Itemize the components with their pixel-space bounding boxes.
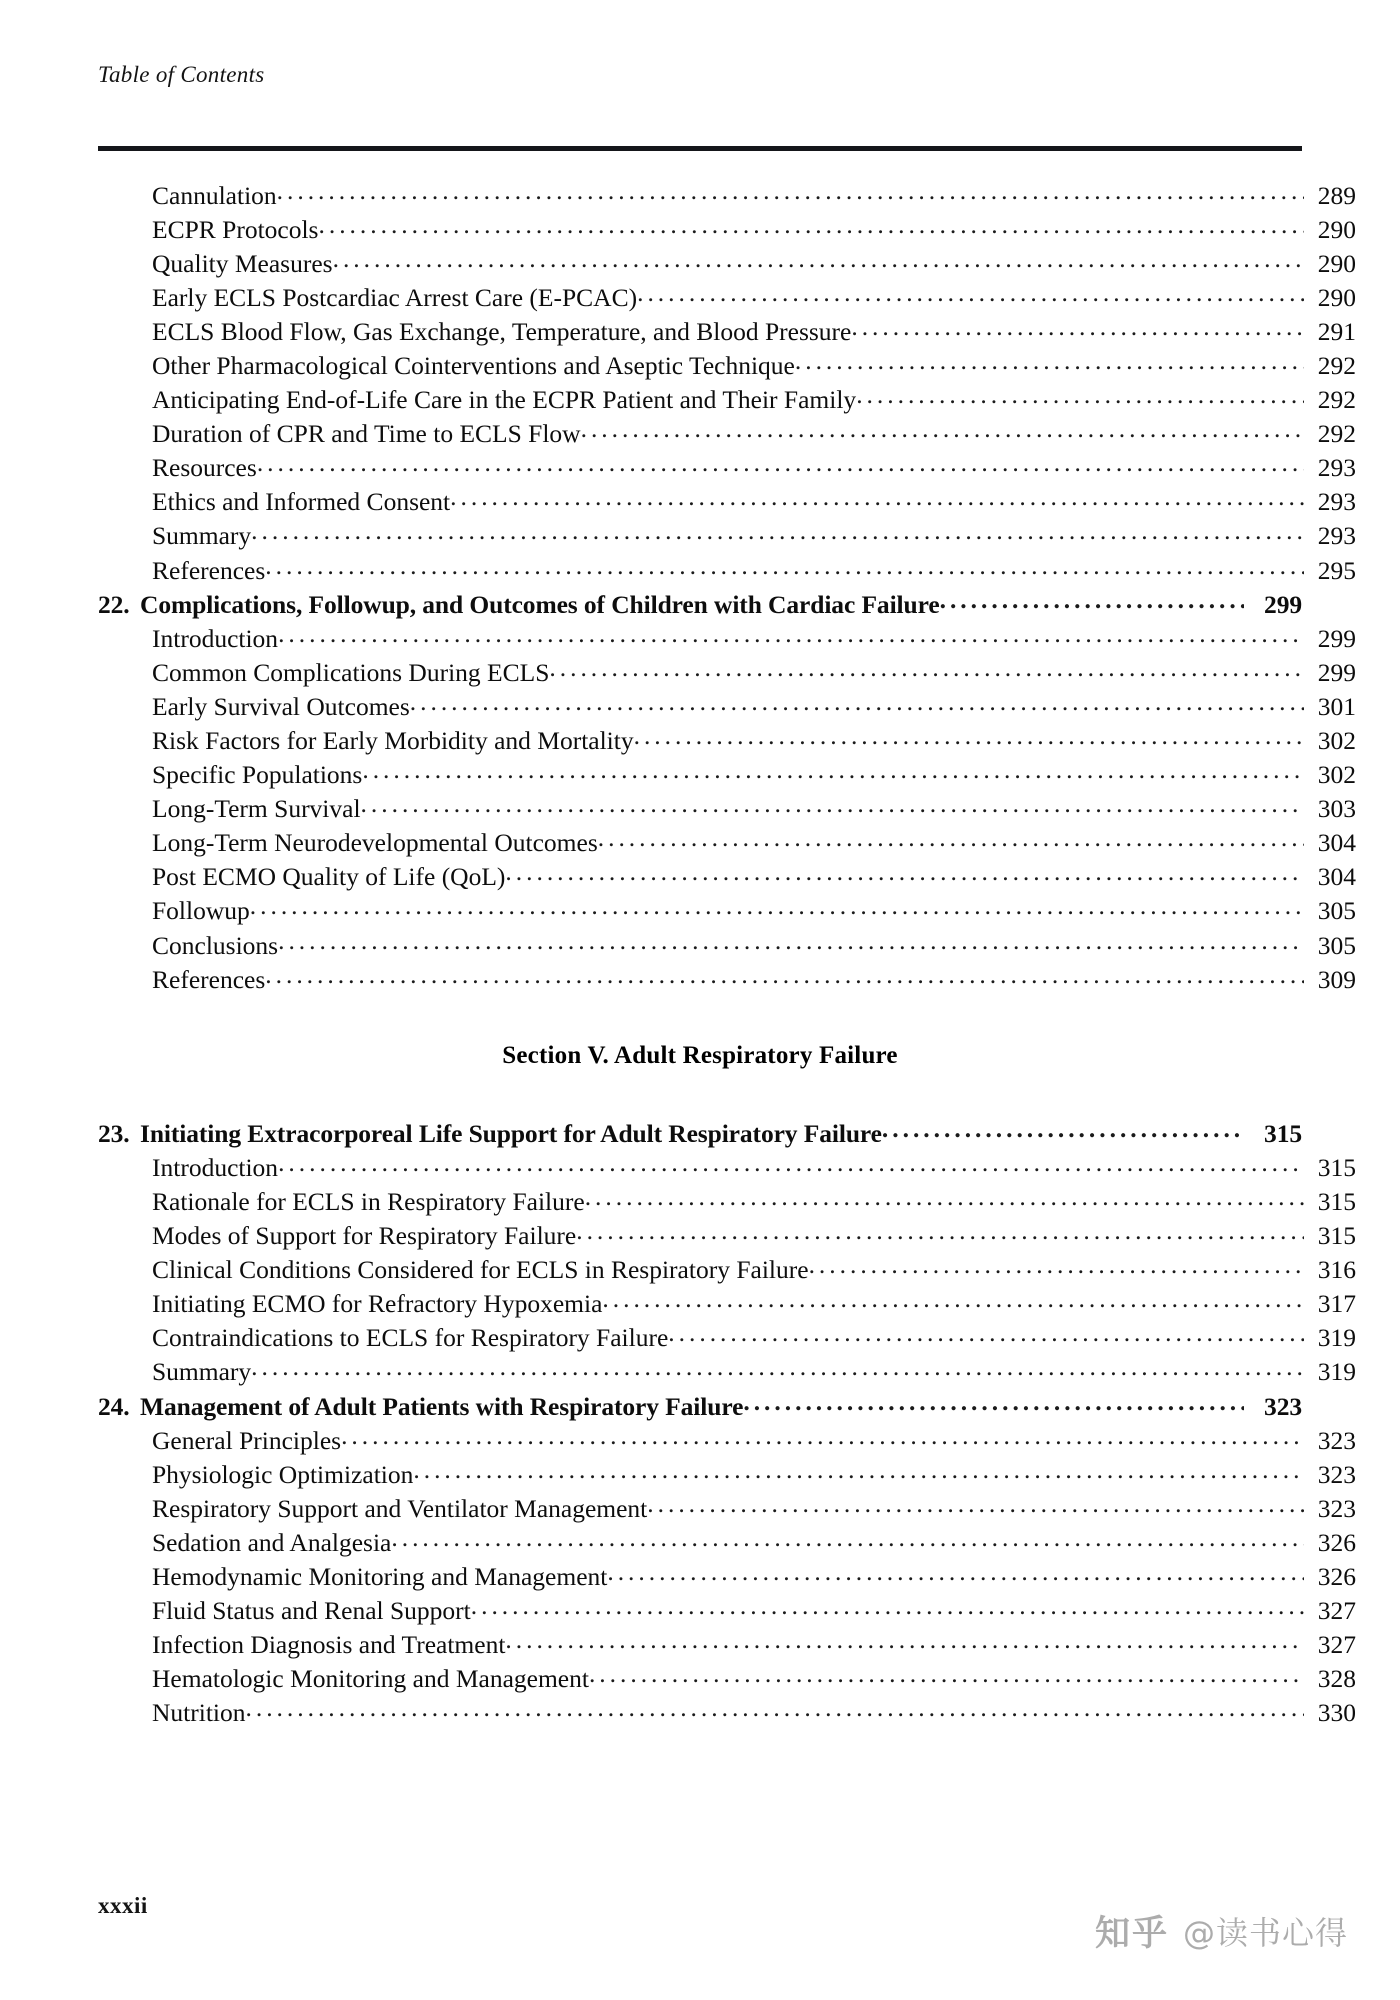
- toc-entry[interactable]: [98, 1525, 1356, 1559]
- toc-entry-label: Summary: [152, 1357, 252, 1387]
- dot-leader: [278, 621, 1304, 647]
- dot-leader: [471, 1594, 1304, 1620]
- toc-chapter-title: Management of Adult Patients with Respiratory Failure: [140, 1391, 744, 1421]
- toc-entry-label: Risk Factors for Early Morbidity and Mortality: [152, 726, 634, 755]
- toc-entry[interactable]: [98, 1150, 1356, 1184]
- dot-leader: [743, 1389, 1244, 1415]
- zhihu-logo: 知乎: [1094, 1914, 1169, 1954]
- toc-entry-label: Nutrition: [152, 1698, 246, 1728]
- toc-chapter-number: 22.: [98, 589, 130, 619]
- dot-leader: [668, 1321, 1304, 1347]
- toc-entry[interactable]: [98, 1184, 1356, 1218]
- toc-entry-label: Followup: [152, 896, 250, 926]
- toc-entry-page: 305: [1317, 930, 1356, 960]
- toc-entry[interactable]: [98, 1662, 1356, 1696]
- toc-entry[interactable]: [98, 1696, 1356, 1730]
- toc-entry-page: 326: [1317, 1527, 1356, 1557]
- toc-entry[interactable]: [98, 1559, 1356, 1593]
- toc-entry-label: Clinical Conditions Considered for ECLS in Respiratory Failure: [152, 1255, 809, 1285]
- toc-entry[interactable]: [98, 1253, 1356, 1287]
- zhihu-username: @读书心得: [1182, 1914, 1348, 1952]
- toc-entry-label: Respiratory Support and Ventilator Management: [152, 1493, 648, 1523]
- toc-entry-label: Sedation and Analgesia: [152, 1527, 392, 1557]
- toc-entry-label: Introduction: [152, 1152, 279, 1182]
- toc-entry[interactable]: [98, 1321, 1356, 1355]
- dot-leader: [576, 1219, 1304, 1245]
- section-heading-v: Section V. Adult Respiratory Failure: [502, 1042, 898, 1070]
- toc-entry[interactable]: [98, 1457, 1356, 1491]
- toc-entry-label: Early ECLS Postcardiac Arrest Care (E-PCAC): [152, 282, 638, 312]
- toc-entry-label: Conclusions: [152, 930, 279, 960]
- dot-leader: [856, 383, 1304, 409]
- dot-leader: [251, 519, 1304, 545]
- dot-leader: [361, 792, 1304, 818]
- watermark: [1095, 1906, 1348, 1956]
- chapter-22-group: [98, 587, 1356, 996]
- dot-leader: [505, 1628, 1304, 1654]
- toc-entry[interactable]: [98, 689, 1356, 723]
- toc-entry[interactable]: [98, 178, 1356, 212]
- dot-leader: [602, 1287, 1304, 1313]
- dot-leader: [585, 1184, 1304, 1210]
- toc-entry[interactable]: [98, 928, 1356, 962]
- toc-entry-page: 295: [1317, 555, 1356, 585]
- dot-leader: [809, 1253, 1304, 1279]
- toc-entry-page: 309: [1317, 964, 1356, 994]
- toc-block-chapter-21-tail: [98, 178, 1356, 587]
- toc-entry[interactable]: [98, 348, 1356, 382]
- dot-leader: [581, 417, 1304, 443]
- toc-chapter-title: Initiating Extracorporeal Life Support for Adult Respiratory Failure: [140, 1118, 882, 1148]
- toc-entry[interactable]: [98, 417, 1356, 451]
- toc-entry-label: Other Pharmacological Cointerventions and Aseptic Technique: [152, 350, 795, 380]
- dot-leader: [319, 212, 1305, 238]
- toc-entry-page: 330: [1317, 1698, 1356, 1728]
- toc-entry-label: Introduction: [152, 623, 279, 653]
- dot-leader: [391, 1525, 1304, 1551]
- toc-entry-page: 302: [1317, 760, 1356, 790]
- toc-entry-label: Summary: [152, 521, 252, 551]
- toc-entry[interactable]: [98, 1594, 1356, 1628]
- dot-leader: [250, 894, 1304, 920]
- toc-entry[interactable]: [98, 280, 1356, 314]
- toc-entry-label: Specific Populations: [152, 760, 363, 790]
- toc-entry-page: 290: [1317, 214, 1356, 244]
- toc-entry[interactable]: [98, 1287, 1356, 1321]
- chapter-24-group: [98, 1389, 1356, 1730]
- toc-entry-page: 290: [1317, 282, 1356, 312]
- toc-entry-page: 323: [1317, 1425, 1356, 1455]
- toc-entry[interactable]: [98, 1491, 1356, 1525]
- toc-entry-page: 299: [1317, 623, 1356, 653]
- toc-entry-page: 317: [1317, 1289, 1356, 1319]
- toc-entry[interactable]: [98, 894, 1356, 928]
- dot-leader: [505, 860, 1304, 886]
- toc-entry-page: 299: [1317, 657, 1356, 687]
- toc-entry-label: Resources: [152, 453, 257, 483]
- toc-entry-label: Initiating ECMO for Refractory Hypoxemia: [152, 1289, 603, 1319]
- toc-entry-label: Duration of CPR and Time to ECLS Flow: [152, 419, 581, 449]
- dot-leader: [589, 1662, 1304, 1688]
- toc-entry-label: General Principles: [152, 1425, 342, 1455]
- toc-entry-label: Physiologic Optimization: [152, 1459, 414, 1489]
- toc-entry-page: 304: [1317, 828, 1356, 858]
- toc-entry-page: 315: [1317, 1186, 1356, 1216]
- toc-entry[interactable]: [98, 655, 1356, 689]
- dot-leader: [607, 1559, 1304, 1585]
- dot-leader: [265, 553, 1304, 579]
- toc-entry-label: Hematologic Monitoring and Management: [152, 1664, 589, 1694]
- toc-entry-label: Hemodynamic Monitoring and Management: [152, 1561, 608, 1591]
- dot-leader: [341, 1423, 1304, 1449]
- toc-chapter-row[interactable]: [98, 1389, 1302, 1423]
- dot-leader: [637, 280, 1304, 306]
- toc-entry-page: 292: [1317, 385, 1356, 415]
- dot-leader: [851, 314, 1304, 340]
- toc-entry[interactable]: [98, 1628, 1356, 1662]
- toc-entry[interactable]: [98, 485, 1356, 519]
- toc-entry-label: Common Complications During ECLS: [152, 657, 550, 687]
- toc-entry-page: 328: [1317, 1664, 1356, 1694]
- toc-entry-page: 323: [1317, 1459, 1356, 1489]
- toc-entry-label: Modes of Support for Respiratory Failure: [152, 1221, 577, 1251]
- toc-entry[interactable]: [98, 314, 1356, 348]
- toc-entry[interactable]: [98, 758, 1356, 792]
- toc-entry-label: Post ECMO Quality of Life (QoL): [152, 862, 506, 892]
- chapter-23-group: [98, 1116, 1356, 1389]
- toc-entry-label: Infection Diagnosis and Treatment: [152, 1630, 506, 1660]
- dot-leader: [940, 587, 1244, 613]
- toc-entry-page: 323: [1317, 1493, 1356, 1523]
- toc-chapter-number: 23.: [98, 1118, 130, 1148]
- toc-entry-page: 292: [1317, 350, 1356, 380]
- toc-entry-label: Ethics and Informed Consent: [152, 487, 451, 517]
- toc-entry-page: 327: [1317, 1596, 1356, 1626]
- running-head: Table of Contents: [98, 62, 265, 87]
- header-rule: [98, 146, 1302, 151]
- toc-entry-page: 293: [1317, 487, 1356, 517]
- toc-entry-label: Early Survival Outcomes: [152, 691, 410, 721]
- dot-leader: [278, 928, 1304, 954]
- toc-entry-label: Long-Term Neurodevelopmental Outcomes: [152, 828, 598, 858]
- dot-leader: [362, 758, 1304, 784]
- toc-entry-page: 293: [1317, 453, 1356, 483]
- toc-entry[interactable]: [98, 1219, 1356, 1253]
- toc-entry-page: 305: [1317, 896, 1356, 926]
- dot-leader: [598, 826, 1304, 852]
- toc-entry-label: References: [152, 555, 266, 585]
- toc-entry-label: ECPR Protocols: [152, 214, 319, 244]
- toc-chapter-row[interactable]: [98, 587, 1302, 621]
- toc-chapter-page: 315: [1264, 1118, 1302, 1148]
- toc-entry[interactable]: [98, 1423, 1356, 1457]
- toc-chapter-page: 323: [1264, 1391, 1302, 1421]
- toc-entry-page: 303: [1317, 794, 1356, 824]
- dot-leader: [333, 246, 1304, 272]
- toc-entry-label: Rationale for ECLS in Respiratory Failure: [152, 1186, 585, 1216]
- toc-chapter-page: 299: [1264, 589, 1302, 619]
- toc-entry-label: Quality Measures: [152, 248, 333, 278]
- toc-entry-page: 304: [1317, 862, 1356, 892]
- dot-leader: [549, 655, 1304, 681]
- dot-leader: [257, 451, 1304, 477]
- toc-entry-label: References: [152, 964, 266, 994]
- toc-entry-page: 315: [1317, 1152, 1356, 1182]
- toc-entry[interactable]: [98, 724, 1356, 758]
- toc-entry[interactable]: [98, 383, 1356, 417]
- toc-entry-page: 293: [1317, 521, 1356, 551]
- table-of-contents: [98, 178, 1356, 1730]
- dot-leader: [278, 1150, 1304, 1176]
- toc-entry[interactable]: [98, 860, 1356, 894]
- toc-entry[interactable]: [98, 246, 1356, 280]
- toc-entry-page: 289: [1317, 180, 1356, 210]
- toc-entry-label: Anticipating End-of-Life Care in the ECPR Patient and Their Family: [152, 385, 857, 415]
- toc-entry-page: 315: [1317, 1221, 1356, 1251]
- dot-leader: [265, 962, 1304, 988]
- toc-entry-page: 302: [1317, 726, 1356, 755]
- toc-entry[interactable]: [98, 1355, 1356, 1389]
- toc-entry-page: 290: [1317, 248, 1356, 278]
- dot-leader: [647, 1491, 1304, 1517]
- toc-entry-page: 301: [1317, 691, 1356, 721]
- toc-entry-page: 319: [1317, 1323, 1356, 1353]
- toc-entry-page: 326: [1317, 1561, 1356, 1591]
- dot-leader: [277, 178, 1304, 204]
- toc-entry[interactable]: [98, 451, 1356, 485]
- toc-entry-label: Contraindications to ECLS for Respiratory Failure: [152, 1323, 669, 1353]
- toc-entry-page: 291: [1317, 316, 1356, 346]
- dot-leader: [795, 348, 1304, 374]
- toc-chapter-row[interactable]: [98, 1116, 1302, 1150]
- dot-leader: [251, 1355, 1304, 1381]
- toc-entry-page: 316: [1317, 1255, 1356, 1285]
- dot-leader: [634, 724, 1304, 750]
- page-folio: xxxii: [98, 1893, 148, 1918]
- toc-entry[interactable]: [98, 212, 1356, 246]
- dot-leader: [413, 1457, 1304, 1483]
- dot-leader: [450, 485, 1304, 511]
- toc-entry[interactable]: [98, 553, 1356, 587]
- toc-chapter-number: 24.: [98, 1391, 130, 1421]
- dot-leader: [882, 1116, 1244, 1142]
- toc-entry-page: 292: [1317, 419, 1356, 449]
- toc-entry-label: Long-Term Survival: [152, 794, 361, 824]
- toc-entry[interactable]: [98, 792, 1356, 826]
- toc-entry-label: Cannulation: [152, 180, 277, 210]
- toc-entry-label: Fluid Status and Renal Support: [152, 1596, 471, 1626]
- toc-entry-label: ECLS Blood Flow, Gas Exchange, Temperature, and Blood Pressure: [152, 316, 852, 346]
- dot-leader: [246, 1696, 1305, 1722]
- dot-leader: [410, 689, 1304, 715]
- toc-entry-page: 327: [1317, 1630, 1356, 1660]
- toc-chapter-title: Complications, Followup, and Outcomes of Children with Cardiac Failure: [140, 589, 940, 619]
- toc-entry[interactable]: [98, 519, 1356, 553]
- toc-entry-page: 319: [1317, 1357, 1356, 1387]
- toc-entry[interactable]: [98, 621, 1356, 655]
- toc-entry[interactable]: [98, 826, 1356, 860]
- toc-entry[interactable]: [98, 962, 1356, 996]
